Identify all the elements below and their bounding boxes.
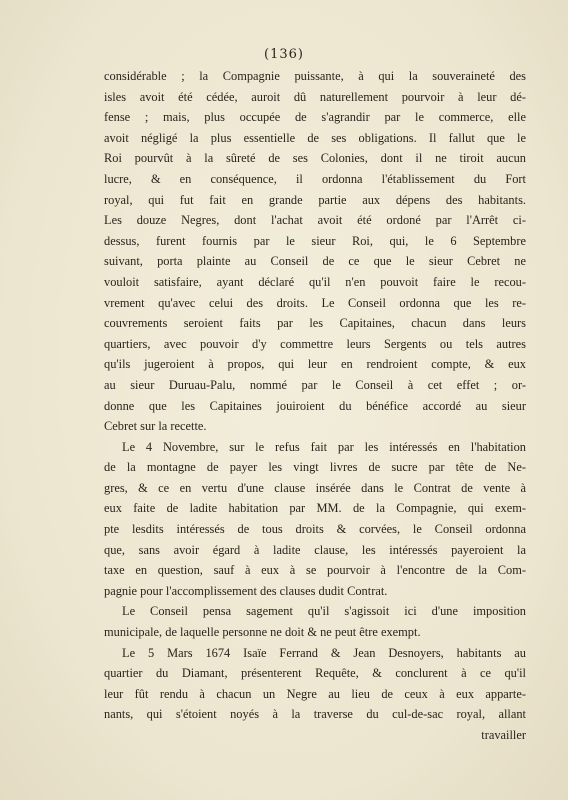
text-line: dessus, furent fournis par le sieur Roi, qui, le 6 Septembre [104, 233, 526, 248]
text-line: lucre, & en conséquence, il ordonna l'établissement du Fort [104, 171, 526, 186]
text-line: Cebret sur la recette. [104, 419, 207, 434]
text-line: leur fût rendu à chacun un Negre au lieu de ceux à eux apparte- [104, 686, 526, 701]
paragraph [104, 643, 526, 725]
text-line: nants, qui s'étoient noyés à la traverse du cul-de-sac royal, allant [104, 707, 526, 722]
text-line: fense ; mais, plus occupée de s'agrandir par le commerce, elle [104, 110, 526, 125]
text-line: quartier du Diamant, présenterent Requête, & conclurent à ce qu'il [104, 666, 526, 681]
text-line: pagnie pour l'accomplissement des clauses dudit Contrat. [104, 583, 388, 598]
text-line: suivant, porta plainte au Conseil de ce que le sieur Cebret ne [104, 254, 526, 269]
text-line: Le Conseil pensa sagement qu'il s'agissoit ici d'une imposition [122, 604, 526, 619]
text-line: pte lesdits intéressés de tous droits & corvées, le Conseil ordonna [104, 522, 526, 537]
text-line: donne que les Capitaines jouiroient du bénéfice accordé au sieur [104, 398, 526, 413]
text-line: considérable ; la Compagnie puissante, à qui la souveraineté des [104, 69, 526, 83]
body-text [104, 66, 526, 746]
text-line: qu'ils jugeroient à propos, qui leur en rendroient compte, & eux [104, 357, 526, 372]
text-line: gres, & ce en vertu d'une clause insérée dans le Contrat de vente à [104, 480, 526, 495]
text-line: isles avoit été cédée, auroit dû naturellement pourvoir à leur dé- [104, 89, 526, 104]
paragraph [104, 437, 526, 602]
page-number: (136) [264, 47, 304, 62]
text-line: Le 5 Mars 1674 Isaïe Ferrand & Jean Desnoyers, habitants au [122, 645, 526, 660]
paragraph [104, 66, 526, 437]
text-line: taxe en question, sauf à eux à se pourvoir à l'encontre de la Com- [104, 563, 526, 578]
text-line: avoit négligé la plus essentielle de ses obligations. Il fallut que le [104, 130, 526, 145]
text-line: Le 4 Novembre, sur le refus fait par les intéressés en l'habitation [122, 439, 526, 454]
paragraph [104, 601, 526, 642]
text-line: Les douze Negres, dont l'achat avoit été ordoné par l'Arrêt ci- [104, 213, 526, 228]
text-line: que, sans avoir égard à ladite clause, les intéressés payeroient la [104, 542, 526, 557]
text-line: de la montagne de payer les vingt livres de sucre par tête de Ne- [104, 460, 526, 475]
text-line: royal, qui fut fait en grande partie aux dépens des habitants. [104, 192, 526, 207]
text-line: municipale, de laquelle personne ne doit & ne peut être exempt. [104, 625, 421, 640]
text-line: couvrements seroient faits par les Capitaines, chacun dans leurs [104, 316, 526, 331]
text-line: eux faite de ladite habitation par MM. de la Compagnie, qui exem- [104, 501, 526, 516]
catchword: travailler [481, 728, 526, 742]
text-line: Roi pourvût à la sûreté de ses Colonies, dont il ne tiroit aucun [104, 151, 526, 166]
text-line: vouloit satisfaire, ayant déclaré qu'il n'en pouvoit faire le recou- [104, 274, 526, 289]
text-line: au sieur Duruau-Palu, nommé par le Conseil à cet effet ; or- [104, 377, 526, 392]
text-line: quartiers, avec pouvoir d'y commettre leurs Sergents ou tels autres [104, 336, 526, 351]
text-line: vrement qu'avec celui des droits. Le Conseil ordonna que les re- [104, 295, 526, 310]
